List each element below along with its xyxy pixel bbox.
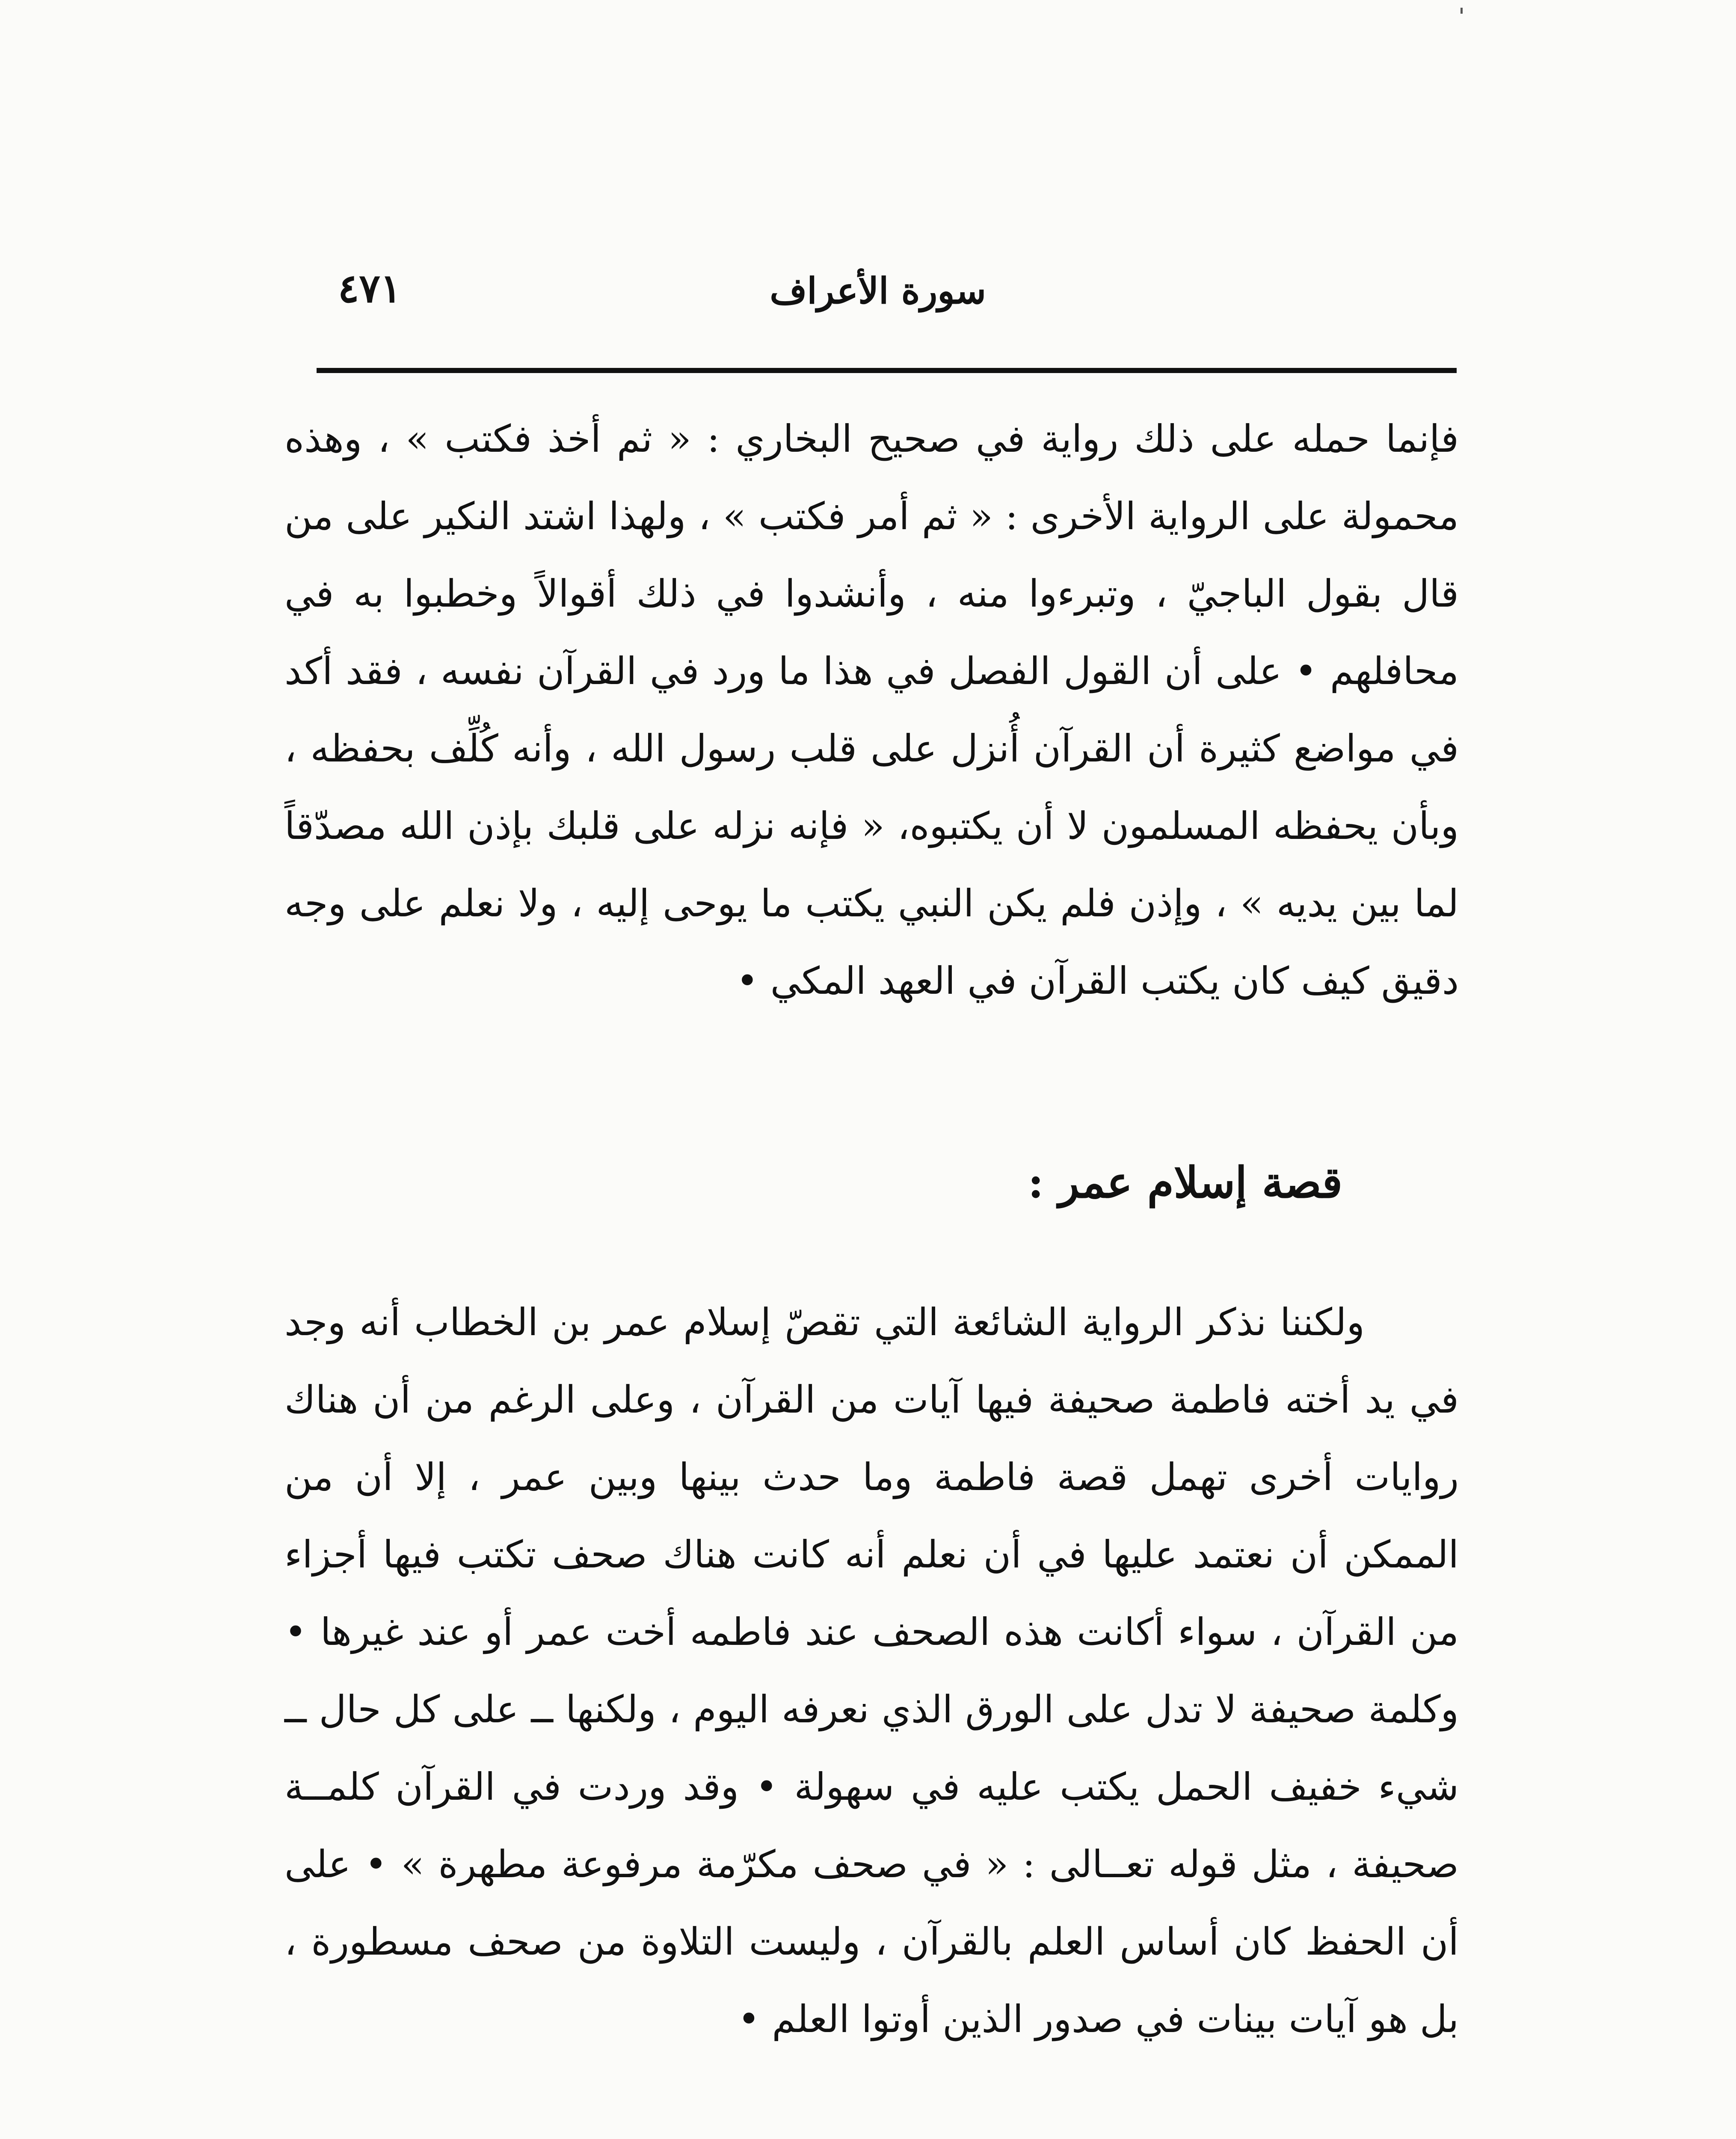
header-rule: [317, 368, 1457, 373]
section-paragraph: [284, 1283, 1459, 2058]
page-number: ٤٧١: [338, 265, 402, 311]
scan-speck: [1460, 8, 1463, 14]
body-paragraph: فإنما حمله على ذلك رواية في صحيح البخاري : « ثم أخذ فكتب » ، وهذه محمولة على الرواية الأخرى : « ثم أمر فكتب » ، ولهذا اشتد النكير على من قال بقول الباجيّ ، وتبرءوا منه ، وأنشدوا في ذلك أقوالاً وخطبوا به في محافلهم • على أن القول الفصل في هذا ما ورد في القرآن نفسه ، فقد أكد في مواضع كثيرة أن القرآن أُنزل على قلب رسول الله ، وأنه كُلِّف بحفظه ، وبأن يحفظه المسلمون لا أن يكتبوه، « فإنه نزله على قلبك بإذن الله مصدّقاً لما بين يديه » ، وإذن فلم يكن النبي يكتب ما يوحى إليه ، ولا نعلم على وجه دقيق كيف كان يكتب القرآن في العهد المكي •: [284, 417, 1459, 1003]
section-paragraph-text: ولكننا نذكر الرواية الشائعة التي تقصّ إسلام عمر بن الخطاب أنه وجد في يد أخته فاطمة صحيفة فيها آيات من القرآن ، وعلى الرغم من أن هناك روايات أخرى تهمل قصة فاطمة وما حدث بينها وبين عمر ، إلا أن من الممكن أن نعتمد عليها في أن نعلم أنه كانت هناك صحف تكتب فيها أجزاء من القرآن ، سواء أكانت هذه الصحف عند فاطمه أخت عمر أو عند غيرها • وكلمة صحيفة لا تدل على الورق الذي نعرفه اليوم ، ولكنها ــ على كل حال ــ شيء خفيف الحمل يكتب عليه في سهولة • وقد وردت في القرآن كلمــة صحيفة ، مثل قوله تعــالى : « في صحف مكرّمة مرفوعة مطهرة » • على أن الحفظ كان أساس العلم بالقرآن ، وليست التلاوة من صحف مسطورة ، بل هو آيات بينات في صدور الذين أوتوا العلم •: [284, 1300, 1459, 2041]
section-heading: قصة إسلام عمر :: [1028, 1157, 1342, 1208]
running-title: سورة الأعراف: [770, 270, 986, 312]
page-header: [317, 265, 1457, 342]
